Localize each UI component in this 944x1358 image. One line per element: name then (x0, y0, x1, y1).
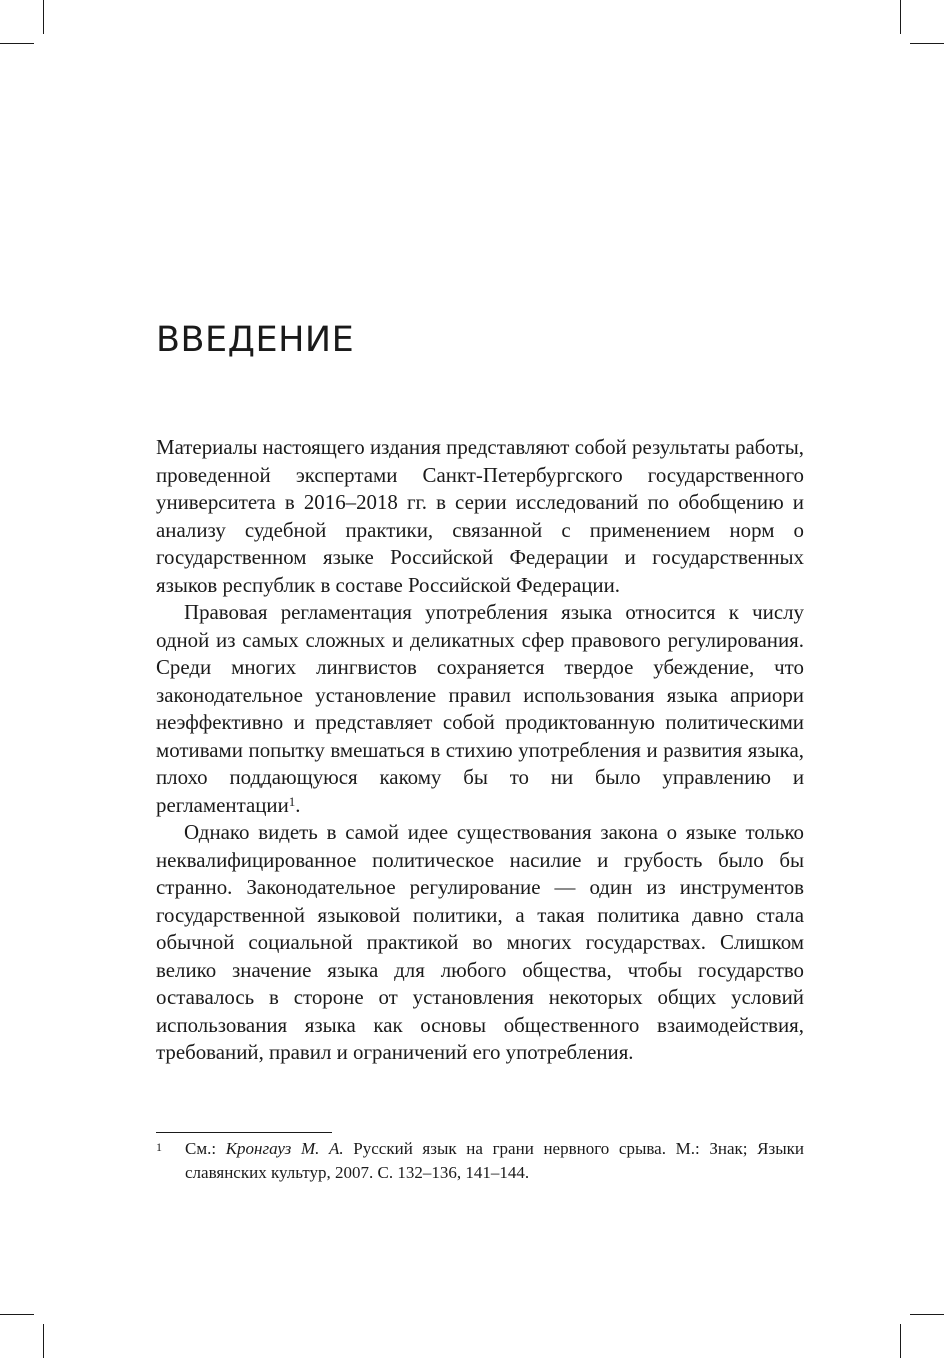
crop-mark-bottom-left-vertical (43, 1324, 44, 1358)
footnote-divider (156, 1132, 332, 1133)
footnote-text: Русский язык на грани нервного срыва. М.: Знак; Языки славянских культур, 2007. С. 132–136, 141–144. (185, 1139, 804, 1182)
crop-mark-top-right-horizontal (910, 43, 944, 44)
footnote-author: Кронгауз М. А. (225, 1139, 344, 1158)
paragraph-2 (156, 599, 804, 819)
footnote (156, 1137, 804, 1184)
crop-mark-bottom-right-horizontal (910, 1314, 944, 1315)
chapter-title: ВВЕДЕНИЕ (156, 320, 355, 360)
footnote-marker: 1 (156, 1140, 162, 1154)
crop-mark-top-left-horizontal (0, 43, 34, 44)
body-text (156, 434, 804, 1067)
crop-mark-top-right-vertical (900, 0, 901, 34)
crop-mark-bottom-left-horizontal (0, 1314, 34, 1315)
paragraph-1: Материалы настоящего издания представляют собой результаты работы, проведенной экспертами Санкт-Петербургского государственного университета в 2016–2018 гг. в серии исследований по обобщению и анализу судебной практики, связанной с применением норм о государственном языке Российской Федерации и государственных языков республик в составе Российской Федерации. (156, 435, 804, 597)
paragraph-2-text: Правовая регламентация употребления языка относится к числу одной из самых сложных и деликатных сфер правового регулирования. Среди многих лингвистов сохраняется твердое убеждение, что законодательное установление правил использования языка априори неэффективно и представляет собой продиктованную политическими мотивами попытку вмешаться в стихию употребления и развития языка, плохо поддающуюся какому бы то ни было управлению и регламентации (156, 600, 804, 817)
paragraph-3: Однако видеть в самой идее существования закона о языке только неквалифицированное политическое насилие и грубость было бы странно. Законодательное регулирование — один из инструментов государственной языковой политики, а такая политика давно стала обычной социальной практикой во многих государствах. Слишком велико значение языка для любого общества, чтобы государство оставалось в стороне от установления некоторых общих условий использования языка как основы общественного взаимодействия, требований, правил и ограничений его употребления. (156, 820, 804, 1064)
footnote-reference[interactable]: 1 (288, 793, 296, 809)
footnote-prefix: См.: (185, 1139, 226, 1158)
paragraph-2-ending: . (295, 792, 301, 817)
footnote-body (185, 1137, 804, 1184)
crop-mark-top-left-vertical (43, 0, 44, 34)
crop-mark-bottom-right-vertical (900, 1324, 901, 1358)
